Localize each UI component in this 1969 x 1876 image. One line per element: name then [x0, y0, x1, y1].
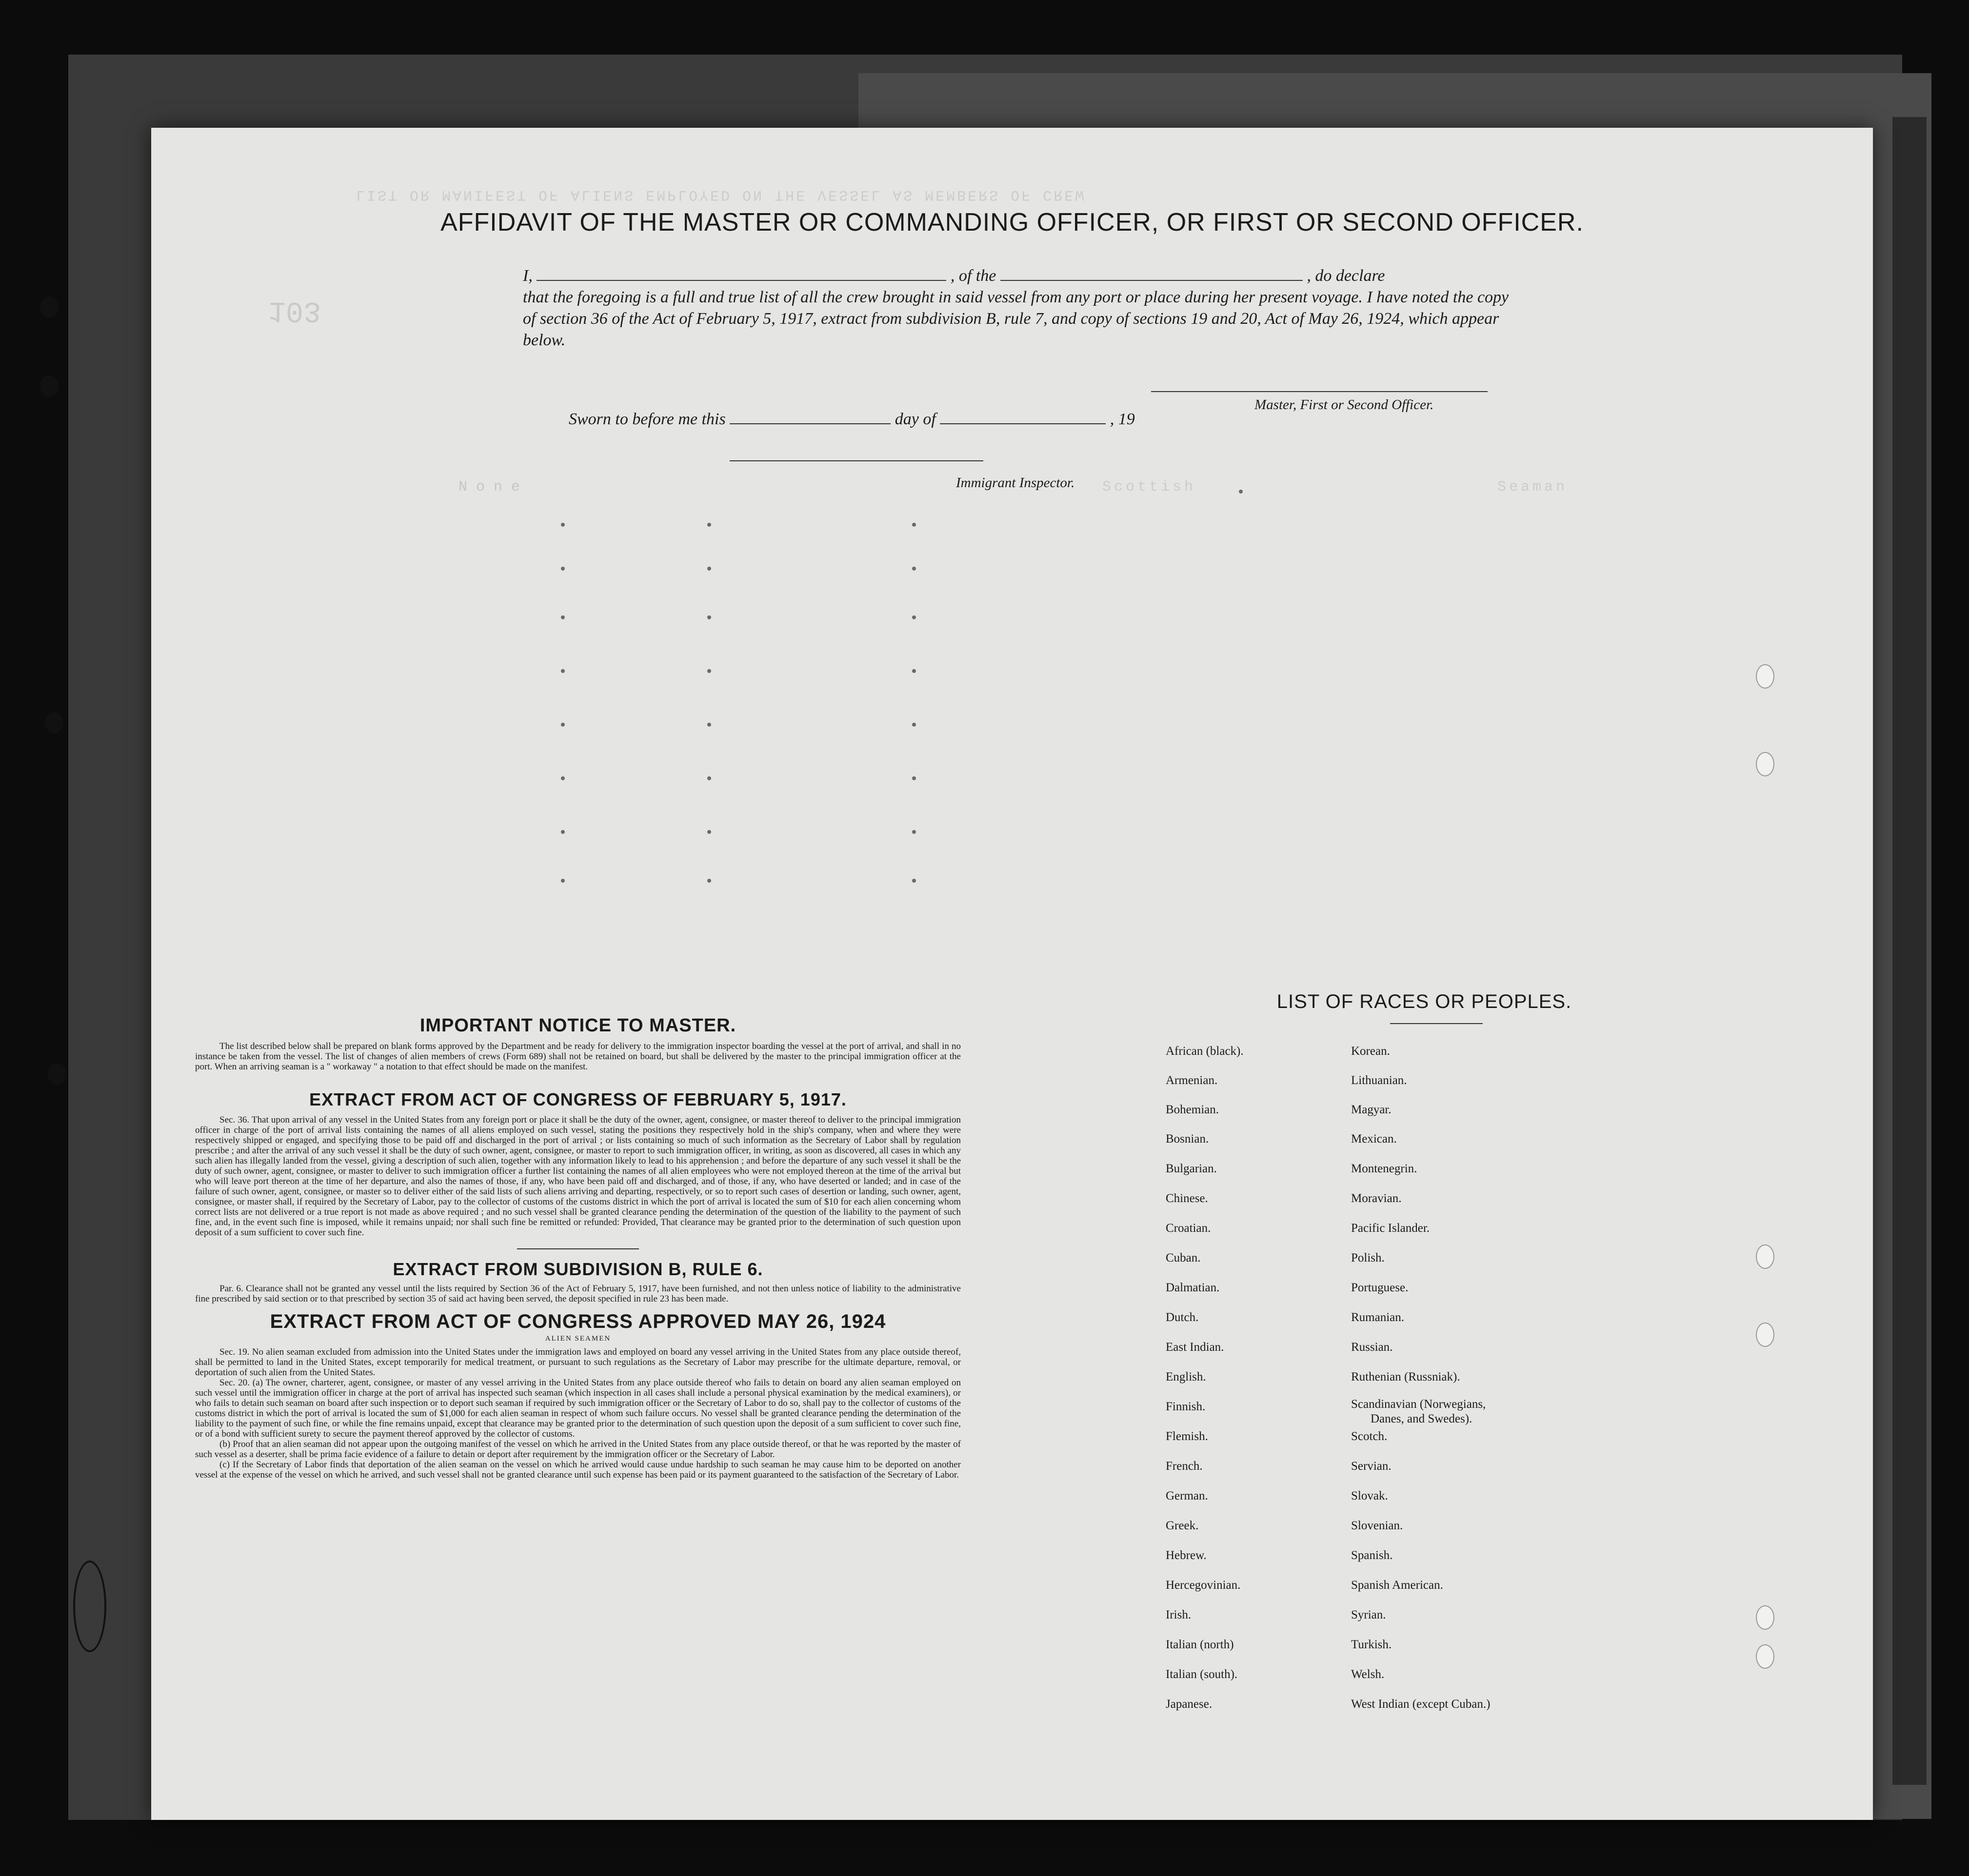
vessel-name-blank: [1000, 266, 1303, 281]
race-item: Hercegovinian.: [1166, 1579, 1241, 1592]
race-item: Welsh.: [1351, 1668, 1385, 1681]
sworn-year: , 19: [1110, 410, 1135, 428]
binder-hole: [40, 375, 59, 397]
sec-36-text: Sec. 36. That upon arrival of any vessel in the United States from any foreign port or place it shall be the duty of the owner, agent, consignee, or master thereof to deliver to the principal immigration officer in charge of the port of arrival lists containing the names of all aliens employed on such vessel, stating the positions they respectively hold in the ship's company, when and where they were respectively shipped or engaged, and specifying those to be paid off and discharged in the port of arrival ; or lists containing so much of such information as the Secretary of Labor shall by regulation prescribe ; and after the arrival of any such vessel it shall be the duty of such owner, agent, consignee, or master to report to such immigration officer, in writing, as soon as discovered, all cases in which any such alien has illegally landed from the vessel, giving a description of such alien, together with any information likely to lead to his apprehension ; and before the departure of any such vessel it shall be the duty of such owner, agent, consignee, or master to deliver to such immigration officer a further list containing the names of all alien employees who were not employed thereon at the time of the arrival but who will leave port thereon at the time of her departure, and also the names of those, if any, who have been paid off and discharged, and of those, if any, who have deserted or landed; and in case of the failure of such owner, agent, consignee, or master so to deliver either of the said lists of such aliens arriving and departing, respectively, or so to report such cases of desertion or landing, such owner, agent, consignee, or master shall, if required by the Secretary of Labor, pay to the collector of customs of the customs district in which the port of arrival is located the sum of $10 for each alien concerning whom correct lists are not delivered or a true report is not made as above required ; and no such vessel shall be granted clearance pending the determination of the question of the liability to the payment of such fine, and, in the event such fine is imposed, while it remains unpaid; nor shall such fine be remitted or refunded: Provided, That clearance may be granted prior to the determination of such question upon deposit of a sum sufficient to cover such fine.: [195, 1115, 961, 1238]
notice-body: [195, 1041, 961, 1072]
master-signature-line: [1151, 391, 1488, 392]
race-item: Armenian.: [1166, 1074, 1218, 1087]
race-item: Slovak.: [1351, 1489, 1388, 1502]
rule-6-body: [195, 1284, 961, 1304]
master-signature-label: Master, First or Second Officer.: [1254, 397, 1434, 413]
race-item: Mexican.: [1351, 1132, 1397, 1145]
declare-end: , do declare: [1307, 267, 1385, 285]
race-item: Korean.: [1351, 1045, 1390, 1058]
race-item: Syrian.: [1351, 1608, 1386, 1621]
race-item: Moravian.: [1351, 1192, 1402, 1205]
sworn-day-of: day of: [895, 410, 936, 428]
notice-title: IMPORTANT NOTICE TO MASTER.: [419, 1015, 736, 1036]
par-6-text: Par. 6. Clearance shall not be granted any vessel until the lists required by Section 36 of the Act of February 5, 1917, have been furnished, and not then unless notice of liability to the administrative fine prescribed by said section or to that prescribed by section 35 of said act having been served, the deposit specified in rule 23 has been made.: [195, 1284, 961, 1304]
bleed-through-mark: Scottish: [1102, 479, 1196, 495]
races-divider: [1390, 1023, 1483, 1024]
section-divider: [517, 1248, 639, 1249]
punch-hole: [1756, 1605, 1774, 1630]
race-item: Magyar.: [1351, 1103, 1392, 1116]
race-item: Portuguese.: [1351, 1281, 1409, 1294]
race-item: Bulgarian.: [1166, 1162, 1217, 1175]
notice-text: The list described below shall be prepared on blank forms approved by the Department and be ready for delivery to the immigration inspector boarding the vessel at the port of arrival, and shall in no instance be taken from the vessel. The list of changes of alien members of crews (Form 689) shall not be retained on board, but shall be delivered by the master to the principal immigration officer at the port. When an arriving seaman is a " workaway " a notation to that effect should be made on the manifest.: [195, 1041, 961, 1072]
race-item: Russian.: [1351, 1341, 1393, 1354]
sworn-month-blank: [940, 410, 1106, 424]
race-item: Cuban.: [1166, 1251, 1201, 1264]
race-item: Italian (south).: [1166, 1668, 1238, 1681]
extract-1924-body: [195, 1347, 961, 1480]
punch-hole: [1756, 1244, 1774, 1269]
affidavit-title: AFFIDAVIT OF THE MASTER OR COMMANDING OFFICER, OR FIRST OR SECOND OFFICER.: [440, 208, 1584, 237]
race-item: Scandinavian (Norwegians,: [1351, 1398, 1486, 1411]
race-item: Scotch.: [1351, 1430, 1388, 1443]
declare-of-the: , of the: [950, 267, 996, 285]
legal-notices: [195, 1015, 961, 1480]
bleed-through-header: LIST OR MANIFEST OF ALIENS EMPLOYED ON THE VESSEL AS MEMBERS OF CREW: [356, 186, 1086, 203]
back-sheet: [1892, 117, 1927, 1785]
master-name-blank: [537, 266, 946, 281]
race-item: Rumanian.: [1351, 1311, 1405, 1324]
inspector-signature-label: Immigrant Inspector.: [956, 475, 1075, 491]
race-item: English.: [1166, 1370, 1206, 1383]
race-item: Croatian.: [1166, 1222, 1211, 1235]
punch-hole: [1756, 664, 1774, 689]
race-item: Ruthenian (Russniak).: [1351, 1370, 1460, 1383]
race-item: Spanish.: [1351, 1549, 1393, 1562]
sworn-day-blank: [730, 410, 891, 424]
race-item: Bohemian.: [1166, 1103, 1219, 1116]
race-item: Japanese.: [1166, 1698, 1213, 1711]
bleed-through-mark: None: [458, 479, 529, 495]
inspector-signature-line: [730, 460, 983, 461]
sworn-prefix: Sworn to before me this: [569, 410, 726, 428]
race-item: Irish.: [1166, 1608, 1192, 1621]
binder-hole: [40, 296, 59, 318]
race-item: Pacific Islander.: [1351, 1222, 1430, 1235]
sec-20a-text: Sec. 20. (a) The owner, charterer, agent, consignee, or master of any vessel arriving in the United States from any place outside thereof who fails to detain on board any alien seaman employed on such vessel until the immigration officer in charge at the port of arrival has inspected such seaman (which inspection in all cases shall include a personal physical examination by the medical examiners), or who fails to detain such seaman on board after such inspection or to deport such seaman if required by such immigration officer or the Secretary of Labor to do so, shall pay to the collector of customs of the customs district in which the port of arrival is located the sum of $1,000 for each alien seaman in respect of whom such failure occurs. No vessel shall be granted clearance pending the determination of the liability to the payment of such fine, or while the fine remains unpaid, except that clearance may be granted prior to the determination of such question upon the deposit of a sum sufficient to cover such fine, or of a bond with sufficient surety to secure the payment thereof approved by the collector of customs.: [195, 1378, 961, 1439]
sec-19-text: Sec. 19. No alien seaman excluded from admission into the United States under the immigration laws and employed on board any vessel arriving in the United States from any place outside thereof, shall be permitted to land in the United States, except temporarily for medical treatment, or pursuant to such regulations as the Secretary of Labor may prescribe for the ultimate departure, removal, or deportation of such alien from the United States.: [195, 1347, 961, 1378]
race-item: Italian (north): [1166, 1638, 1234, 1651]
race-item: Polish.: [1351, 1251, 1385, 1264]
extract-1917-body: [195, 1115, 961, 1238]
manifest-page: [151, 128, 1873, 1820]
punch-hole: [1756, 752, 1774, 776]
race-item: Lithuanian.: [1351, 1074, 1407, 1087]
extract-1924-title: EXTRACT FROM ACT OF CONGRESS APPROVED MAY 26, 1924: [270, 1311, 886, 1332]
race-item: Slovenian.: [1351, 1519, 1403, 1532]
rule-6-title: EXTRACT FROM SUBDIVISION B, RULE 6.: [393, 1259, 763, 1279]
race-item: East Indian.: [1166, 1341, 1224, 1354]
ink-scribble: [73, 1560, 106, 1652]
race-item: Greek.: [1166, 1519, 1199, 1532]
sec-20c-text: (c) If the Secretary of Labor finds that deportation of the alien seaman on the vessel on which he arrived would cause undue hardship to such seaman he may cause him to be deported on another vessel at the expense of the vessel on which he arrived, and such vessel shall not be granted clearance until such expense has been paid or its payment guaranteed to the satisfaction of the Secretary of Labor.: [195, 1460, 961, 1480]
race-item: Turkish.: [1351, 1638, 1392, 1651]
binder-hole: [48, 1063, 66, 1085]
bleed-through-page-number: 103: [268, 294, 321, 327]
race-item: Finnish.: [1166, 1400, 1206, 1413]
bleed-through-mark: Seaman: [1497, 479, 1568, 495]
punch-hole: [1756, 1644, 1774, 1669]
race-item: West Indian (except Cuban.): [1351, 1698, 1491, 1711]
race-item: French.: [1166, 1460, 1203, 1473]
race-item: Hebrew.: [1166, 1549, 1207, 1562]
race-item: Dalmatian.: [1166, 1281, 1220, 1294]
race-item: German.: [1166, 1489, 1208, 1502]
alien-seamen-subtitle: ALIEN SEAMEN: [545, 1335, 611, 1343]
binder-hole: [45, 712, 63, 733]
race-item: Flemish.: [1166, 1430, 1208, 1443]
races-title: LIST OF RACES OR PEOPLES.: [1276, 991, 1572, 1012]
race-item: Servian.: [1351, 1460, 1392, 1473]
sec-20b-text: (b) Proof that an alien seaman did not appear upon the outgoing manifest of the vessel on which he arrived in the United States from any place outside thereof, or that he was reported by the master of such vessel as a deserter, shall be prima facie evidence of a failure to detain or deport after requirement by the immigration officer or the Secretary of Labor.: [195, 1439, 961, 1460]
race-item: Danes, and Swedes).: [1371, 1412, 1472, 1425]
race-item: Chinese.: [1166, 1192, 1208, 1205]
race-item: Dutch.: [1166, 1311, 1199, 1324]
extract-1917-title: EXTRACT FROM ACT OF CONGRESS OF FEBRUARY 5, 1917.: [309, 1089, 847, 1109]
punch-hole: [1756, 1323, 1774, 1347]
race-item: Bosnian.: [1166, 1132, 1209, 1145]
affidavit-statement: that the foregoing is a full and true list of all the crew brought in said vessel from any port or place during her present voyage. I have noted the copy of section 36 of the Act of February 5, 1917, extract from subdivision B, rule 7, and copy of sections 19 and 20, Act of May 26, 1924, which appear below.: [523, 288, 1509, 349]
sworn-statement: [569, 410, 1135, 429]
race-item: African (black).: [1166, 1045, 1244, 1058]
declare-i: I,: [523, 267, 533, 285]
affidavit-declaration: [523, 265, 1523, 351]
race-item: Spanish American.: [1351, 1579, 1443, 1592]
race-item: Montenegrin.: [1351, 1162, 1417, 1175]
